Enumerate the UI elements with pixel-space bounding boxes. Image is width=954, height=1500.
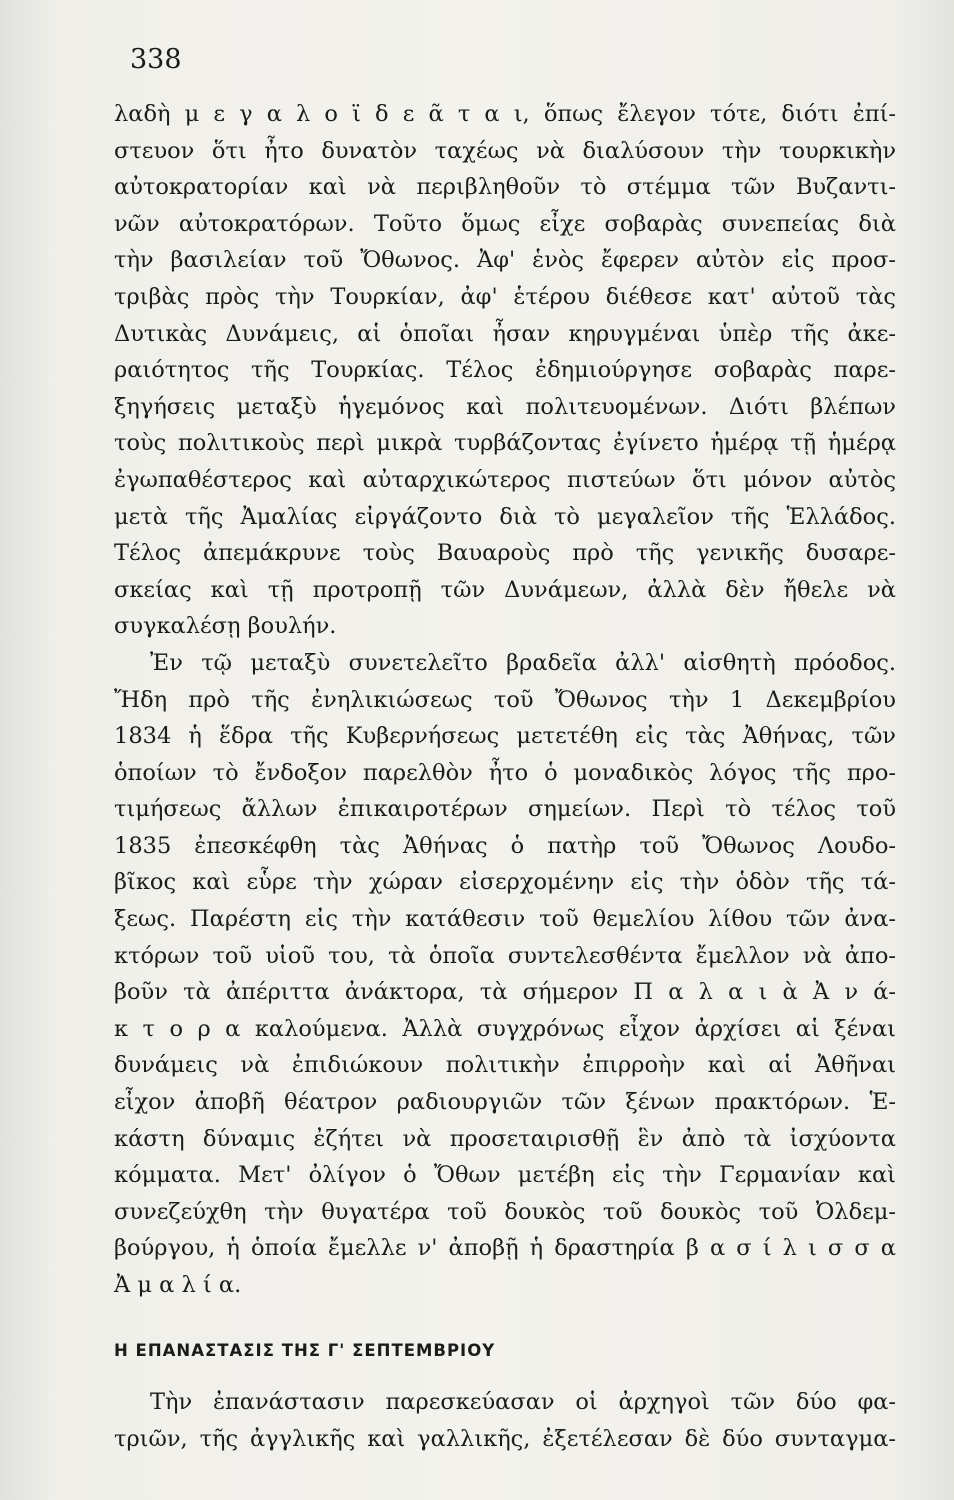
text-line: τοὺς πολιτικοὺς περὶ μικρὰ τυρβάζοντας ἐγίνετο ἡμέρᾳ τῇ ἡμέρᾳ (114, 430, 896, 457)
text-line: Ἐν τῷ μεταξὺ συνετελεῖτο βραδεῖα ἀλλ' αἰσθητὴ πρόοδος. (150, 649, 896, 676)
text-line: Τὴν ἐπανάστασιν παρεσκεύασαν οἱ ἀρχηγοὶ τῶν δύο φα- (150, 1389, 896, 1415)
text-line: νῶν αὐτοκρατόρων. Τοῦτο ὅμως εἶχε σοβαρὰς συνεπείας διὰ (114, 210, 896, 237)
body-text (114, 96, 896, 1304)
text-line: κ τ ο ρ α καλούμενα. Ἀλλὰ συγχρόνως εἶχον ἀρχίσει αἱ ξέναι (114, 1015, 896, 1042)
text-line: βοῦν τὰ ἀπέριττα ἀνάκτορα, τὰ σήμερον Π α λ α ι ὰ Ἀ ν ά- (114, 979, 896, 1006)
text-line: αὐτοκρατορίαν καὶ νὰ περιβληθοῦν τὸ στέμμα τῶν Βυζαντι- (114, 174, 896, 201)
section-text (114, 1384, 896, 1457)
text-line: εἶχον ἀποβῆ θέατρον ραδιουργιῶν τῶν ξένων πρακτόρων. Ἑ- (114, 1089, 896, 1116)
section-heading: Η ΕΠΑΝΑΣΤΑΣΙΣ ΤΗΣ Γ' ΣΕΠΤΕΜΒΡΙΟΥ (114, 1341, 496, 1360)
text-line: βούργου, ἡ ὁποία ἔμελλε ν' ἀποβῇ ἡ δραστηρία β α σ ί λ ι σ σ α (114, 1235, 896, 1262)
text-line: Δυτικὰς Δυνάμεις, αἱ ὁποῖαι ἦσαν κηρυγμέναι ὑπὲρ τῆς ἀκε- (114, 320, 896, 347)
text-line: κτόρων τοῦ υἱοῦ του, τὰ ὁποῖα συντελεσθέντα ἔμελλον νὰ ἀπο- (114, 942, 896, 969)
text-line: μετὰ τῆς Ἀμαλίας εἰργάζοντο διὰ τὸ μεγαλεῖον τῆς Ἑλλάδος. (114, 503, 896, 530)
text-line: συνεζεύχθη τὴν θυγατέρα τοῦ δουκὸς τοῦ δουκὸς τοῦ Ὀλδεμ- (114, 1198, 896, 1225)
text-line: ξηγήσεις μεταξὺ ἡγεμόνος καὶ πολιτευομένων. Διότι βλέπων (114, 393, 896, 420)
text-line: ἐγωπαθέστερος καὶ αὐταρχικώτερος πιστεύων ὅτι μόνον αὐτὸς (114, 466, 896, 493)
text-line: στευον ὅτι ἦτο δυνατὸν ταχέως νὰ διαλύσουν τὴν τουρκικὴν (114, 137, 896, 164)
text-line: 1834 ἡ ἕδρα τῆς Κυβερνήσεως μετετέθη εἰς τὰς Ἀθήνας, τῶν (114, 723, 896, 750)
text-line: συγκαλέσῃ βουλήν. (114, 613, 337, 640)
text-line: τριβὰς πρὸς τὴν Τουρκίαν, ἀφ' ἑτέρου διέθεσε κατ' αὐτοῦ τὰς (114, 283, 896, 310)
text-line: βῖκος καὶ εὗρε τὴν χώραν εἰσερχομένην εἰς τὴν ὁδὸν τῆς τά- (114, 869, 896, 896)
text-line: ξεως. Παρέστη εἰς τὴν κατάθεσιν τοῦ θεμελίου λίθου τῶν ἀνα- (114, 906, 896, 933)
text-line: σκείας καὶ τῇ προτροπῇ τῶν Δυνάμεων, ἀλλὰ δὲν ἤθελε νὰ (114, 576, 896, 603)
text-line: 1835 ἐπεσκέφθη τὰς Ἀθήνας ὁ πατὴρ τοῦ Ὄθωνος Λουδο- (114, 832, 896, 859)
text-line: δυνάμεις νὰ ἐπιδιώκουν πολιτικὴν ἐπιρροὴν καὶ αἱ Ἀθῆναι (114, 1052, 896, 1079)
text-line: ὁποίων τὸ ἔνδοξον παρελθὸν ἦτο ὁ μοναδικὸς λόγος τῆς προ- (114, 759, 896, 786)
text-line: κόμματα. Μετ' ὀλίγον ὁ Ὄθων μετέβη εἰς τὴν Γερμανίαν καὶ (114, 1162, 896, 1189)
page-number: 338 (130, 44, 182, 75)
text-line: Ἀ μ α λ ί α. (114, 1272, 242, 1298)
text-line: τιμήσεως ἄλλων ἐπικαιροτέρων σημείων. Περὶ τὸ τέλος τοῦ (114, 796, 896, 823)
text-line: κάστη δύναμις ἐζήτει νὰ προσεταιρισθῇ ἓν ἀπὸ τὰ ἰσχύοντα (114, 1125, 896, 1152)
text-line: Τέλος ἀπεμάκρυνε τοὺς Βαυαροὺς πρὸ τῆς γενικῆς δυσαρε- (114, 540, 896, 567)
text-line: Ἤδη πρὸ τῆς ἐνηλικιώσεως τοῦ Ὄθωνος τὴν 1 Δεκεμβρίου (114, 686, 896, 713)
text-line: ραιότητος τῆς Τουρκίας. Τέλος ἐδημιούργησε σοβαρὰς παρε- (114, 357, 896, 384)
text-line: τριῶν, τῆς ἀγγλικῆς καὶ γαλλικῆς, ἐξετέλεσαν δὲ δύο συνταγμα- (114, 1425, 896, 1452)
text-line: λαδὴ μ ε γ α λ ο ϊ δ ε ᾶ τ α ι, ὅπως ἔλεγον τότε, διότι ἐπί- (114, 101, 896, 127)
text-line: τὴν βασιλείαν τοῦ Ὄθωνος. Ἀφ' ἑνὸς ἔφερεν αὐτὸν εἰς προσ- (114, 247, 896, 274)
